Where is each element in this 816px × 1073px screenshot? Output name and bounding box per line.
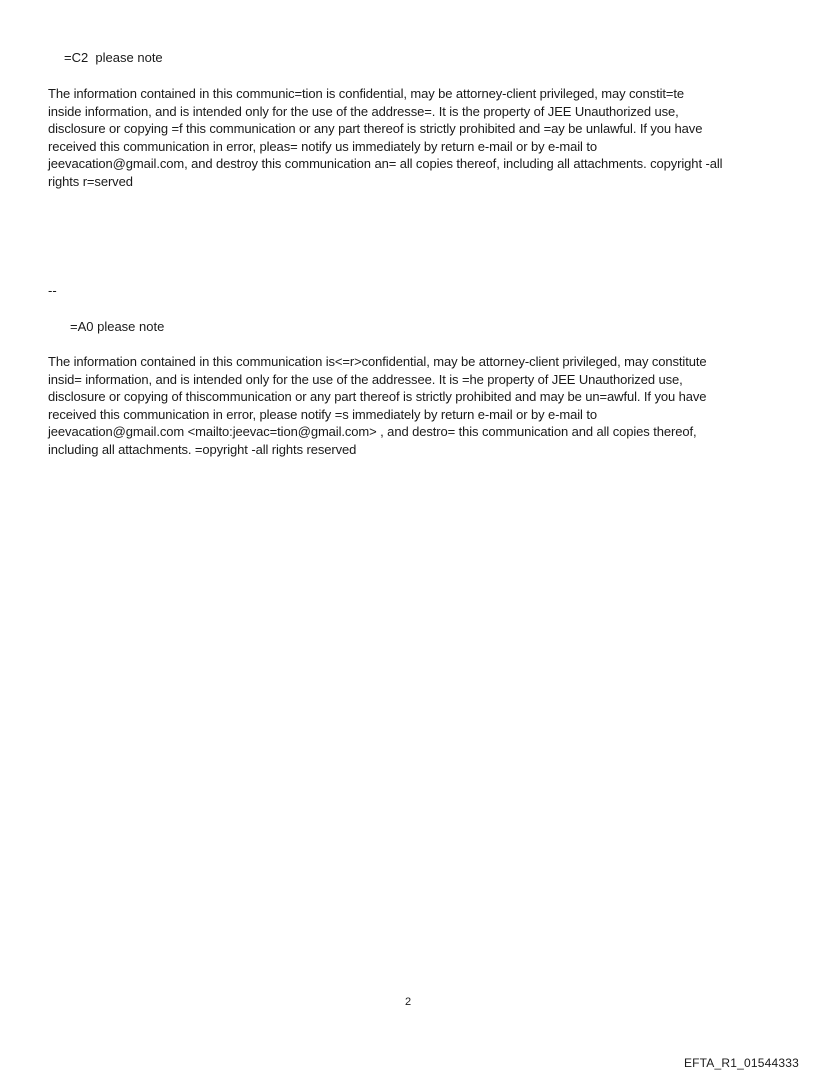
notice-2-line: including all attachments. =opyright -all rights reserved	[48, 441, 357, 457]
notice-2-line: The information contained in this communication is<=r>confidential, may be attorney-client privileged, may constitute	[48, 354, 707, 369]
notice-1-line: inside information, and is intended only for the use of the addresse=. It is the property of JEE Unauthorized use,	[48, 103, 679, 119]
notice-2-line: disclosure or copying of thiscommunication or any part thereof is strictly prohibited and may be un=awful. If you have	[48, 389, 707, 404]
confidentiality-notice-2	[48, 353, 772, 458]
notice-heading-2: =A0 please note	[70, 319, 165, 334]
notice-1-line: disclosure or copying =f this communication or any part thereof is strictly prohibited and =ay be unlawful. If you have	[48, 121, 703, 136]
notice-1-line: rights r=served	[48, 173, 133, 189]
notice-2-line: insid= information, and is intended only for the use of the addressee. It is =he property of JEE Unauthorized use,	[48, 371, 683, 387]
notice-heading-1: =C2 please note	[64, 50, 163, 65]
notice-2-line: received this communication in error, please notify =s immediately by return e-mail or by e-mail to	[48, 406, 597, 422]
notice-1-line: jeevacation@gmail.com, and destroy this communication an= all copies thereof, including all attachments. copyright -all	[48, 156, 723, 171]
confidentiality-notice-1	[48, 85, 772, 190]
signature-separator: --	[48, 283, 57, 298]
notice-2-line: jeevacation@gmail.com <mailto:jeevac=tion@gmail.com> , and destro= this communication and all copies thereof,	[48, 424, 697, 439]
notice-1-line: The information contained in this communic=tion is confidential, may be attorney-client privileged, may constit=te	[48, 86, 685, 101]
page-number: 2	[404, 996, 412, 1008]
document-id: EFTA_R1_01544333	[683, 1056, 799, 1070]
notice-1-line: received this communication in error, pleas= notify us immediately by return e-mail or by e-mail to	[48, 138, 597, 154]
